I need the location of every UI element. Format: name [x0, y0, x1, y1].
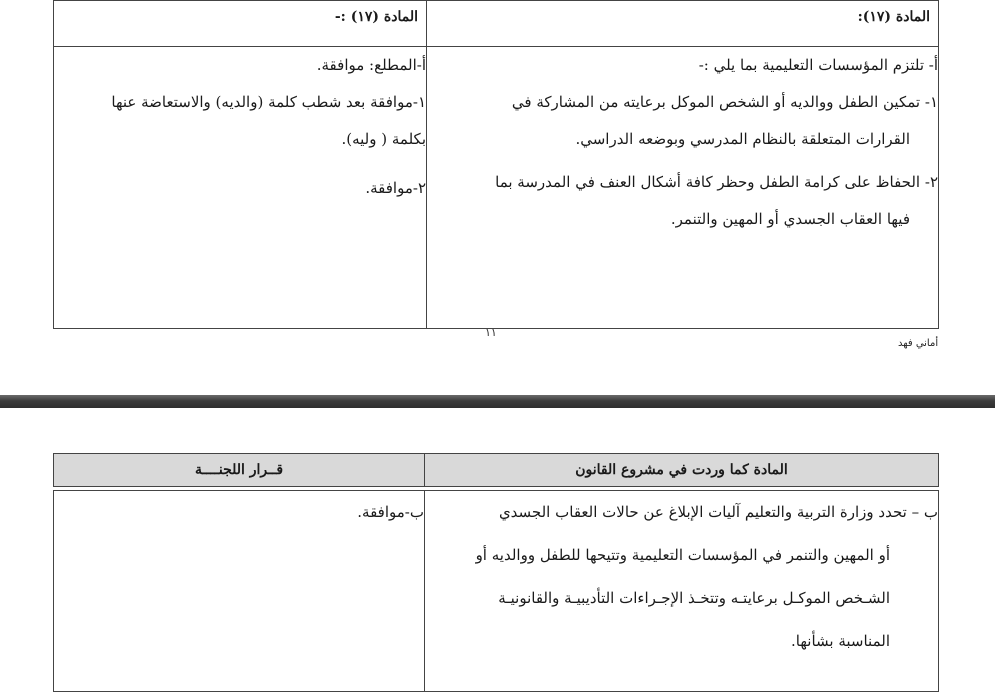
decision-line: ٢-موافقة.: [365, 179, 426, 197]
article-line: أ- تلتزم المؤسسات التعليمية بما يلي :-: [698, 56, 938, 74]
article-line: فيها العقاب الجسدي أو المهين والتنمر.: [670, 210, 910, 228]
article-text-cell: [425, 491, 939, 692]
article-line: ب – تحدد وزارة التربية والتعليم آليات الإبلاغ عن حالات العقاب الجسدي: [498, 503, 938, 521]
article-header-decision: المادة (١٧) :-: [54, 1, 427, 47]
articles-table-page-2: [53, 453, 939, 692]
page-separator: [0, 395, 995, 408]
articles-table-page-1: [53, 0, 939, 329]
decision-text-cell: [54, 491, 425, 692]
decision-line: ب-موافقة.: [357, 503, 424, 521]
page-number: ١١: [485, 326, 497, 339]
article-line: القرارات المتعلقة بالنظام المدرسي وبوضعه الدراسي.: [575, 130, 910, 148]
decision-text-cell: [54, 47, 427, 329]
decision-line: بكلمة ( وليه).: [341, 130, 426, 148]
article-line: أو المهين والتنمر في المؤسسات التعليمية وتتيحها للطفل ووالديه أو: [475, 546, 890, 564]
article-line: المناسبة بشأنها.: [791, 632, 890, 650]
column-header-decision: قــرار اللجنــــة: [54, 454, 425, 487]
decision-line: أ-المطلع: موافقة.: [316, 56, 426, 74]
document-page-2: [0, 408, 995, 655]
column-header-main: المادة كما وردت في مشروع القانون: [425, 454, 939, 487]
article-line: ٢- الحفاظ على كرامة الطفل وحظر كافة أشكال العنف في المدرسة بما: [495, 173, 938, 191]
article-header-main: المادة (١٧):: [427, 1, 939, 47]
decision-line: ١-موافقة بعد شطب كلمة (والديه) والاستعاضة عنها: [111, 93, 426, 111]
article-line: الشـخص الموكـل برعايتـه وتتخـذ الإجـراءات التأديبيـة والقانونيـة: [498, 589, 890, 607]
decision-line: [54, 158, 426, 170]
article-line: ١- تمكين الطفل ووالديه أو الشخص الموكل برعايته من المشاركة في: [511, 93, 938, 111]
signature: أماني فهد: [898, 338, 939, 349]
article-text-cell: [427, 47, 939, 329]
